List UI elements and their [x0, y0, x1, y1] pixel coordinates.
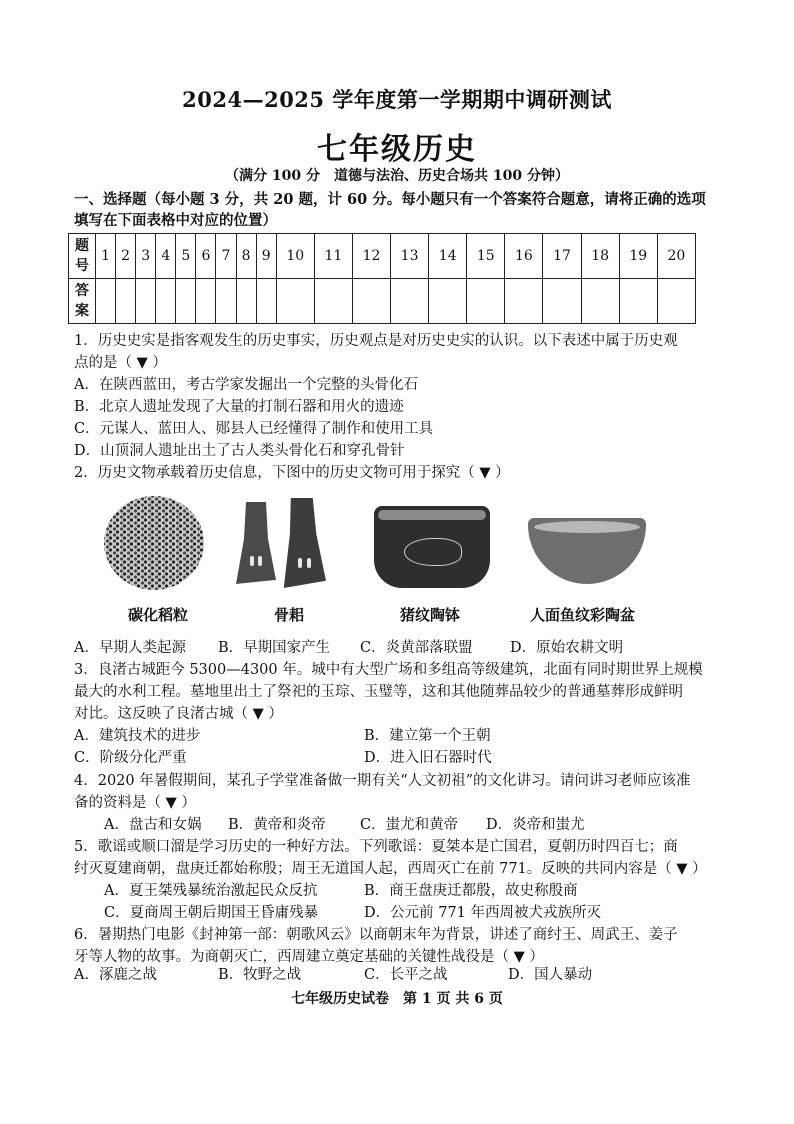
caption-rice: 碳化稻粒 — [128, 606, 189, 624]
bone-hole — [307, 558, 311, 568]
answer-cell[interactable] — [314, 279, 352, 324]
num-cell: 1 — [96, 234, 116, 279]
num-cell: 8 — [236, 234, 256, 279]
q1-stem-cont: 点的是（ ▼ ） — [74, 355, 167, 371]
q2-option-a: A．早期人类起源 — [74, 640, 186, 656]
answer-cell[interactable] — [619, 279, 657, 324]
num-cell: 15 — [467, 234, 505, 279]
bone-hole — [250, 556, 254, 566]
answer-cell[interactable] — [116, 279, 136, 324]
section-instructions: 一、选择题（每小题 3 分，共 20 题，计 60 分。每小题只有一个答案符合题意，请将正确的选项 — [74, 191, 706, 208]
caption-painted-basin: 人面鱼纹彩陶盆 — [530, 606, 636, 624]
q2-option-b: B．早期国家产生 — [218, 640, 331, 656]
question-number-row — [69, 234, 696, 279]
num-cell: 18 — [581, 234, 619, 279]
subject-title: 七年级历史 — [317, 132, 477, 167]
answer-cell[interactable] — [156, 279, 176, 324]
answer-cell[interactable] — [505, 279, 543, 324]
q3-option-a: A．建筑技术的进步 — [74, 728, 201, 744]
carbonized-rice-image — [104, 496, 204, 590]
answer-cell[interactable] — [543, 279, 581, 324]
q1-option-d: D．山顶洞人遗址出土了古人类头骨化石和穿孔骨针 — [74, 443, 405, 459]
q1-option-c: C．元谋人、蓝田人、郧县人已经懂得了制作和使用工具 — [74, 421, 434, 437]
q2-option-d: D．原始农耕文明 — [510, 640, 624, 656]
artifact-photos — [104, 496, 664, 592]
exam-title: 2024—2025 学年度第一学期期中调研测试 — [182, 87, 612, 112]
answer-cell[interactable] — [216, 279, 236, 324]
exam-note: （满分 100 分 道德与法治、历史合场共 100 分钟） — [225, 168, 569, 184]
q3-stem: 3．良渚古城距今 5300—4300 年。城中有大型广场和多组高等级建筑，北面有同时期世界上规模 — [74, 662, 703, 678]
num-cell: 16 — [505, 234, 543, 279]
bone-spade-image — [282, 498, 326, 588]
q1-option-a: A．在陕西蓝田，考古学家发掘出一个完整的头骨化石 — [74, 377, 418, 393]
answer-cell[interactable] — [352, 279, 390, 324]
num-cell: 9 — [256, 234, 276, 279]
num-cell: 7 — [216, 234, 236, 279]
num-cell: 3 — [136, 234, 156, 279]
answer-cell[interactable] — [467, 279, 505, 324]
num-cell: 10 — [276, 234, 314, 279]
row-head-number: 题号 — [69, 234, 96, 279]
answer-cell[interactable] — [429, 279, 467, 324]
answer-cell[interactable] — [276, 279, 314, 324]
num-cell: 2 — [116, 234, 136, 279]
painted-basin-image — [528, 518, 646, 584]
q4-stem-cont: 备的资料是（ ▼ ） — [74, 795, 196, 811]
answer-table — [68, 233, 696, 324]
q1-stem: 1．历史史实是指客观发生的历史事实，历史观点是对历史史实的认识。以下表述中属于历史观 — [74, 333, 678, 349]
q3-option-b: B．建立第一个王朝 — [364, 728, 491, 744]
q4-option-b: B．黄帝和炎帝 — [228, 817, 326, 833]
answer-cell[interactable] — [657, 279, 695, 324]
q6-option-d: D．国人暴动 — [508, 967, 593, 983]
answer-row — [69, 279, 696, 324]
q6-option-b: B．牧野之战 — [218, 967, 302, 983]
q5-option-c: C．夏商周王朝后期国王昏庸残暴 — [104, 905, 319, 921]
caption-bone-spade: 骨耜 — [274, 606, 305, 624]
q5-stem: 5．歌谣或顺口溜是学习历史的一种好方法。下列歌谣：夏桀本是亡国君，夏朝历时四百七；商 — [74, 839, 678, 855]
answer-cell[interactable] — [236, 279, 256, 324]
bone-hole — [298, 558, 302, 568]
answer-cell[interactable] — [136, 279, 156, 324]
num-cell: 12 — [352, 234, 390, 279]
pig-pattern — [404, 538, 462, 566]
q5-option-b: B．商王盘庚迁都殷，故史称殷商 — [364, 883, 578, 899]
section-instructions-cont: 填写在下面表格中对应的位置） — [74, 212, 277, 229]
answer-cell[interactable] — [581, 279, 619, 324]
num-cell: 11 — [314, 234, 352, 279]
q6-option-c: C．长平之战 — [364, 967, 448, 983]
num-cell: 17 — [543, 234, 581, 279]
q6-option-a: A．涿鹿之战 — [74, 967, 157, 983]
num-cell: 19 — [619, 234, 657, 279]
q1-option-b: B．北京人遗址发现了大量的打制石器和用火的遗迹 — [74, 399, 404, 415]
q2-option-c: C．炎黄部落联盟 — [360, 640, 473, 656]
q4-option-d: D．炎帝和蚩尤 — [486, 817, 585, 833]
q5-option-a: A．夏王桀残暴统治激起民众反抗 — [104, 883, 318, 899]
num-cell: 20 — [657, 234, 695, 279]
q4-option-c: C．蚩尤和黄帝 — [360, 817, 459, 833]
q3-stem-cont: 最大的水利工程。墓地里出土了祭祀的玉琮、玉璧等，这和其他随葬品较少的普通墓葬形成鲜明 — [74, 684, 683, 700]
q4-option-a: A．盘古和女娲 — [104, 817, 202, 833]
q5-option-d: D．公元前 771 年西周被犬戎族所灭 — [364, 905, 602, 921]
caption-pig-pot: 猪纹陶钵 — [400, 606, 461, 624]
q5-stem-cont: 纣灭夏建商朝，盘庚迁都始称殷；周王无道国人起，西周灭亡在前 771。反映的共同内容是（ ▼ ） — [74, 861, 707, 877]
row-head-answer: 答案 — [69, 279, 96, 324]
answer-cell[interactable] — [196, 279, 216, 324]
q3-stem-cont2: 对比。这反映了良渚古城（ ▼ ） — [74, 706, 283, 722]
num-cell: 5 — [176, 234, 196, 279]
q3-option-d: D．进入旧石器时代 — [364, 750, 492, 766]
page-footer: 七年级历史试卷 第 1 页 共 6 页 — [291, 991, 503, 1007]
q4-stem: 4．2020 年暑假期间，某孔子学堂准备做一期有关“人文初祖”的文化讲习。请问讲习老师应该准 — [74, 773, 691, 789]
bone-hole — [258, 556, 262, 566]
answer-cell[interactable] — [391, 279, 429, 324]
num-cell: 6 — [196, 234, 216, 279]
q6-stem: 6．暑期热门电影《封神第一部：朝歌风云》以商朝末年为背景，讲述了商纣王、周武王、姜子 — [74, 927, 678, 943]
answer-cell[interactable] — [176, 279, 196, 324]
num-cell: 13 — [391, 234, 429, 279]
q2-stem: 2．历史文物承载着历史信息，下图中的历史文物可用于探究（ ▼ ） — [74, 465, 510, 481]
q3-option-c: C．阶级分化严重 — [74, 750, 187, 766]
bone-spade-image — [236, 502, 276, 584]
answer-cell[interactable] — [96, 279, 116, 324]
q6-stem-cont: 牙等人物的故事。为商朝灭亡，西周建立奠定基础的关键性战役是（ ▼ ） — [74, 949, 544, 965]
num-cell: 14 — [429, 234, 467, 279]
answer-cell[interactable] — [256, 279, 276, 324]
num-cell: 4 — [156, 234, 176, 279]
